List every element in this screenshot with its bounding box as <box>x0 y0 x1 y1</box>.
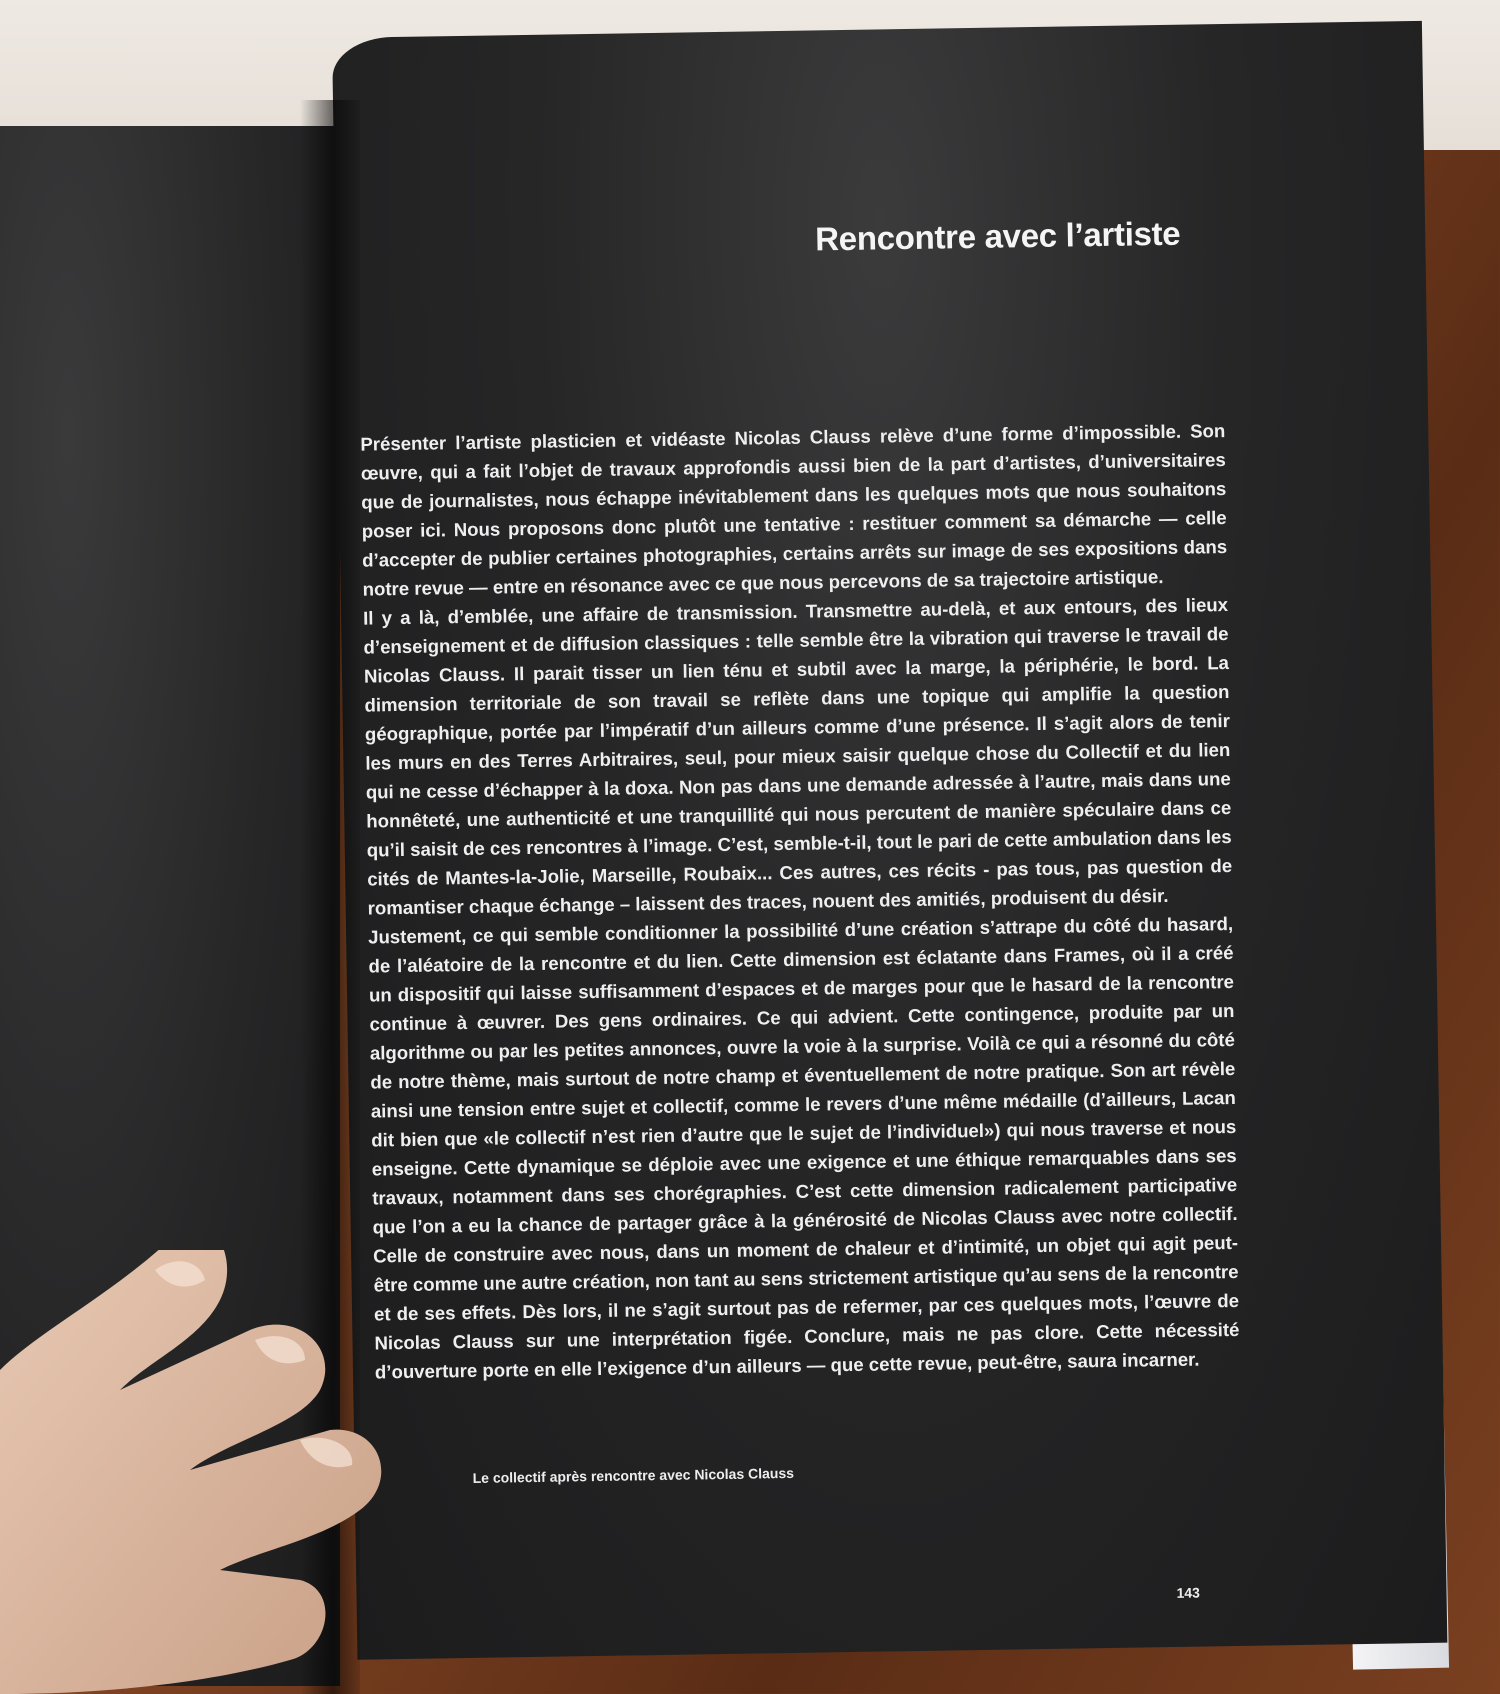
paragraph-2: Il y a là, d’emblée, une affaire de transmission. Transmettre au-delà, et aux entours, des lieux d’enseignement et de diffusion classiques : telle semble être la vibration qui traverse le travail de Nicolas Clauss. Il parait tisser un lien ténu et subtil avec la marge, la périphérie, le bord. La dimension territoriale de son travail se reflète dans une topique qui amplifie la question géographique, portée par l’impératif d’un ailleurs comme d’une présence. Il s’agit alors de tenir les murs en des Terres Arbitraires, seul, pour mieux saisir quelque chose du Collectif et du lien qui ne cesse d’échapper à la doxa. Non pas dans une demande adressée à l’autre, mais dans une honnêteté, une authenticité et une tranquillité qui nous percutent de manière spéculaire dans ce qu’il saisit de ces rencontres à l’image. C’est, semble-t-il, tout le pari de cette ambulation dans les cités de Mantes-la-Jolie, Marseille, Roubaix... Ces autres, ces récits - pas tous, pas question de romantiser chaque échange – laissent des traces, nouent des amitiés, produisent du désir. <box>362 593 1233 919</box>
paragraph-1: Présenter l’artiste plasticien et vidéaste Nicolas Clauss relève d’une forme d’impossible. Son œuvre, qui a fait l’objet de travaux approfondis aussi bien de la part d’artistes, d’universitaires que de journalistes, nous échappe inévitablement dans les quelques mots que nous souhaitons poser ici. Nous proposons donc plutôt une tentative : restituer comment sa démarche — celle d’accepter de publier certaines photographies, certains arrêts sur image de ses expositions dans notre revue — entre en résonance avec ce que nous percevons de sa trajectoire artistique. <box>360 420 1228 600</box>
caption: Le collectif après rencontre avec Nicolas Clauss <box>472 1464 795 1486</box>
right-page <box>332 21 1447 1660</box>
page-number: 143 <box>1176 1584 1201 1601</box>
paragraph-3: Justement, ce qui semble conditionner la possibilité d’une création s’attrape du côté du hasard, de l’aléatoire de la rencontre et du lien. Cette dimension est éclatante dans Frames, où il a créé un dispositif qui laisse suffisamment d’espaces et de marges pour que le hasard de la rencontre continue à œuvrer. Des gens ordinaires. Ce qui advient. Cette contingence, produite par un algorithme ou par les petites annonces, ouvre la voie à la surprise. Voilà ce qui a résonné du côté de notre thème, mais surtout de notre champ et éventuellement de notre pratique. Son art révèle ainsi une tension entre sujet et collectif, comme le revers d’une même médaille (d’ailleurs, Lacan dit bien que «le collectif n’est rien d’autre que le sujet de l’individuel») qui nous traverse et nous enseigne. Cette dynamique se déploie avec une exigence et une éthique remarquables dans ses travaux, notamment dans ses chorégraphies. C’est cette dimension radicalement participative que l’on a eu la chance de partager grâce à la générosité de Nicolas Clauss avec notre collectif. Celle de construire avec nous, dans un moment de chaleur et d’intimité, un objet qui agit peut-être comme une autre création, non tant au sens strictement artistique qu’au sens de la rencontre et de ses effets. Dès lors, il ne s’agit surtout pas de refermer, par ces quelques mots, l’œuvre de Nicolas Clauss sur une interprétation figée. Conclure, mais ne pas clore. Cette nécessité d’ouverture porte en elle l’exigence d’un ailleurs — que cette revue, peut-être, saura incarner. <box>367 912 1240 1383</box>
body-text <box>360 416 1240 1386</box>
hand-image <box>0 1250 420 1694</box>
page-title: Rencontre avec l’artiste <box>814 214 1181 258</box>
